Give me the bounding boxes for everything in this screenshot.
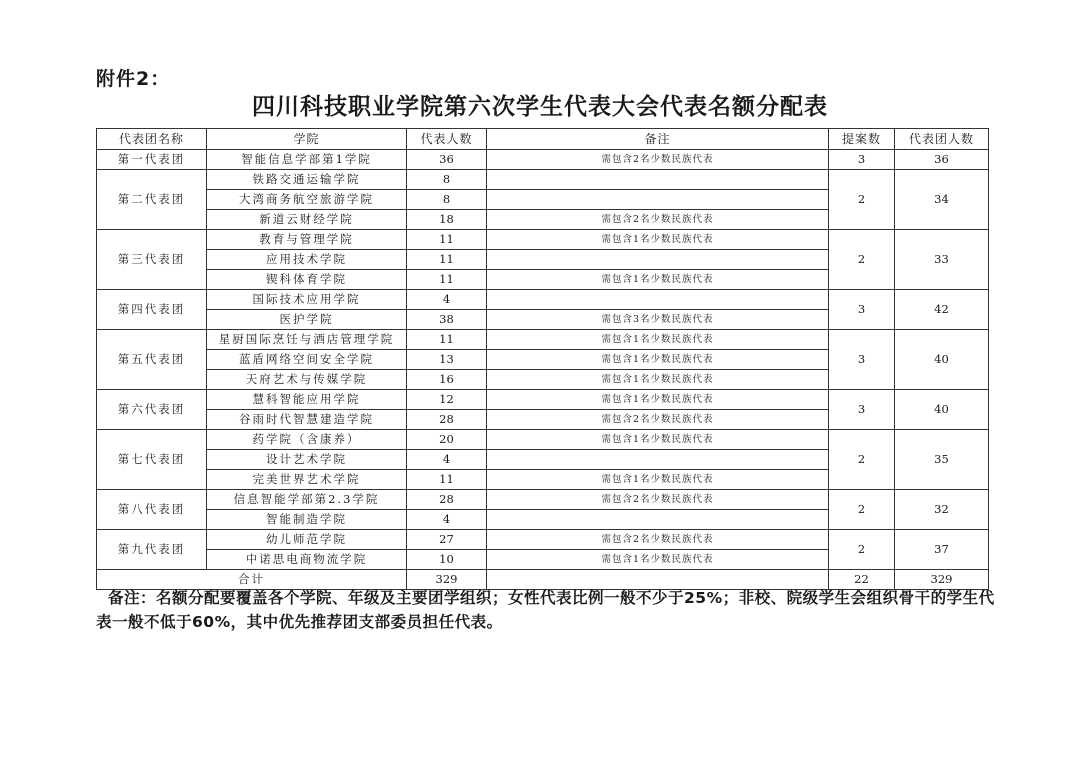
note-cell: 需包含2名少数民族代表 [487,410,829,430]
note-cell: 需包含1名少数民族代表 [487,270,829,290]
rep-count: 11 [407,250,487,270]
allocation-table [96,128,989,590]
note-cell [487,250,829,270]
proposal-count: 2 [829,430,895,490]
table-row [97,230,989,250]
note-cell: 需包含2名少数民族代表 [487,150,829,170]
rep-count: 28 [407,410,487,430]
college-name: 新道云财经学院 [207,210,407,230]
proposal-count: 3 [829,150,895,170]
college-name: 铁路交通运输学院 [207,170,407,190]
note-cell [487,290,829,310]
delegation-total: 42 [895,290,989,330]
note-cell: 需包含1名少数民族代表 [487,230,829,250]
rep-count: 36 [407,150,487,170]
rep-count: 4 [407,290,487,310]
note-cell: 需包含1名少数民族代表 [487,350,829,370]
delegation-name: 第一代表团 [97,150,207,170]
header-proposals: 提案数 [829,129,895,150]
delegation-name: 第七代表团 [97,430,207,490]
table-row [97,150,989,170]
delegation-total: 36 [895,150,989,170]
note-cell: 需包含1名少数民族代表 [487,470,829,490]
note-cell: 需包含2名少数民族代表 [487,490,829,510]
rep-count: 16 [407,370,487,390]
college-name: 设计艺术学院 [207,450,407,470]
rep-count: 28 [407,490,487,510]
rep-count: 38 [407,310,487,330]
college-name: 应用技术学院 [207,250,407,270]
rep-count: 13 [407,350,487,370]
page-title: 四川科技职业学院第六次学生代表大会代表名额分配表 [252,93,828,120]
delegation-total: 40 [895,330,989,390]
college-name: 智能制造学院 [207,510,407,530]
college-name: 智能信息学部第1学院 [207,150,407,170]
college-name: 谷雨时代智慧建造学院 [207,410,407,430]
note-cell: 需包含1名少数民族代表 [487,370,829,390]
table-row [97,330,989,350]
college-name: 国际技术应用学院 [207,290,407,310]
header-reps: 代表人数 [407,129,487,150]
college-name: 幼儿师范学院 [207,530,407,550]
totals-label: 合计 [97,570,407,590]
note-cell [487,170,829,190]
delegation-name: 第二代表团 [97,170,207,230]
attachment-label: 附件2： [96,68,171,90]
college-name: 信息智能学部第2.3学院 [207,490,407,510]
note-cell [487,510,829,530]
delegation-total: 34 [895,170,989,230]
college-name: 完美世界艺术学院 [207,470,407,490]
rep-count: 4 [407,510,487,530]
header-delegation: 代表团名称 [97,129,207,150]
remark-note: 备注：名额分配要覆盖各个学院、年级及主要团学组织；女性代表比例一般不少于25%；非校、院级学生会组织骨干的学生代表一般不低于60%，其中优先推荐团支部委员担任代表。 [96,589,995,631]
college-name: 锲科体育学院 [207,270,407,290]
delegation-total: 37 [895,530,989,570]
proposal-count: 3 [829,330,895,390]
delegation-total: 32 [895,490,989,530]
college-name: 慧科智能应用学院 [207,390,407,410]
delegation-total: 40 [895,390,989,430]
note-cell [487,190,829,210]
totals-proposals: 22 [829,570,895,590]
college-name: 蓝盾网络空间安全学院 [207,350,407,370]
note-cell [487,450,829,470]
note-cell: 需包含1名少数民族代表 [487,550,829,570]
note-cell: 需包含1名少数民族代表 [487,330,829,350]
header-college: 学院 [207,129,407,150]
totals-delegation: 329 [895,570,989,590]
college-name: 医护学院 [207,310,407,330]
proposal-count: 2 [829,490,895,530]
delegation-name: 第九代表团 [97,530,207,570]
proposal-count: 2 [829,530,895,570]
rep-count: 8 [407,190,487,210]
proposal-count: 3 [829,390,895,430]
rep-count: 20 [407,430,487,450]
note-cell: 需包含2名少数民族代表 [487,530,829,550]
proposal-count: 3 [829,290,895,330]
table-row [97,390,989,410]
rep-count: 18 [407,210,487,230]
rep-count: 4 [407,450,487,470]
rep-count: 12 [407,390,487,410]
rep-count: 11 [407,330,487,350]
header-notes: 备注 [487,129,829,150]
table-row [97,430,989,450]
header-total: 代表团人数 [895,129,989,150]
college-name: 中诺思电商物流学院 [207,550,407,570]
delegation-name: 第八代表团 [97,490,207,530]
rep-count: 11 [407,470,487,490]
note-cell: 需包含1名少数民族代表 [487,430,829,450]
delegation-total: 35 [895,430,989,490]
table-row [97,170,989,190]
college-name: 教育与管理学院 [207,230,407,250]
rep-count: 11 [407,270,487,290]
rep-count: 27 [407,530,487,550]
note-cell: 需包含1名少数民族代表 [487,390,829,410]
delegation-name: 第四代表团 [97,290,207,330]
table-row [97,290,989,310]
rep-count: 11 [407,230,487,250]
table-row [97,490,989,510]
note-cell: 需包含2名少数民族代表 [487,210,829,230]
delegation-total: 33 [895,230,989,290]
totals-reps: 329 [407,570,487,590]
college-name: 药学院（含康养） [207,430,407,450]
proposal-count: 2 [829,170,895,230]
college-name: 星厨国际烹饪与酒店管理学院 [207,330,407,350]
college-name: 大湾商务航空旅游学院 [207,190,407,210]
rep-count: 10 [407,550,487,570]
delegation-name: 第三代表团 [97,230,207,290]
note-cell: 需包含3名少数民族代表 [487,310,829,330]
table-row [97,530,989,550]
delegation-name: 第六代表团 [97,390,207,430]
rep-count: 8 [407,170,487,190]
delegation-name: 第五代表团 [97,330,207,390]
table-header-row [97,129,989,150]
proposal-count: 2 [829,230,895,290]
college-name: 天府艺术与传媒学院 [207,370,407,390]
